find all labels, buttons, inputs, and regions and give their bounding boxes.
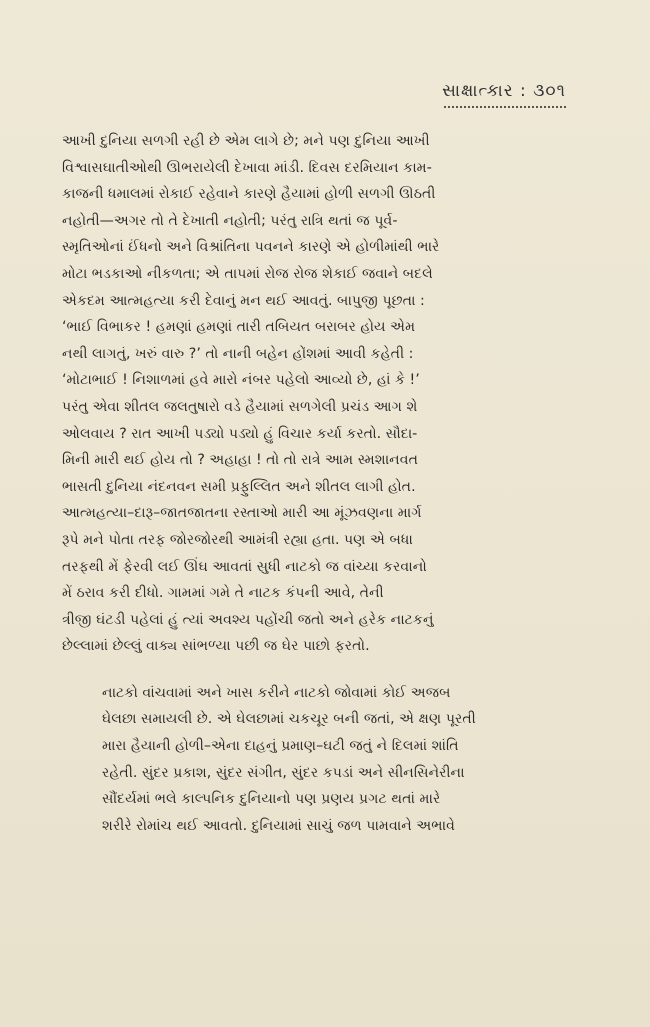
text-line: વિશ્વાસઘાતીઓથી ઊભરાયેલી દેખાવા માંડી. દિવસ દરમિયાન કામ- [62, 159, 432, 176]
running-header [366, 80, 566, 108]
text-line: એકદમ આત્મહત્યા કરી દેવાનું મન થઈ આવતું. બાપુજી પૂછતા : [62, 292, 425, 309]
text-line: મોટા ભડકાઓ નીકળતા; એ તાપમાં રોજ રોજ શેકાઈ જવાને બદલે [62, 265, 433, 282]
text-line: શરીરે રોમાંચ થઈ આવતો. દુનિયામાં સાચું જળ પામવાને અભાવે [102, 817, 455, 834]
text-line: છેલ્લામાં છેલ્લું વાક્ય સાંભળ્યા પછી જ ઘેર પાછો ફરતો. [62, 638, 370, 655]
text-line: રૂપે મને પોતા તરફ જોરજોરથી આમંત્રી રહ્યા હતા. પણ એ બધા [62, 531, 413, 548]
header-dotted-rule [444, 104, 566, 108]
text-line: આખી દુનિયા સળગી રહી છે એમ લાગે છે; મને પણ દુનિયા આખી [62, 133, 430, 149]
text-line: મારા હૈયાની હોળી–એના દાહનું પ્રમાણ–ઘટી જતું ને દિલમાં શાંતિ [102, 738, 459, 755]
page-body [62, 128, 582, 839]
text-line: મિની મારી થઈ હોય તો ? અહાહા ! તો તો રાત્રે આમ સ્મશાનવત [62, 452, 418, 469]
text-line: સ્મૃતિઓનાં ઈંધનો અને વિશ્રાંતિના પવનને કારણે એ હોળીમાંથી ભારે [62, 239, 440, 256]
paragraph-2 [62, 680, 582, 840]
text-line: નહોતી—અગર તો તે દેખાતી નહોતી; પરંતુ રાત્રિ થતાં જ પૂર્વ- [62, 212, 398, 229]
text-line: રહેતી. સુંદર પ્રકાશ, સુંદર સંગીત, સુંદર કપડાં અને સીનસિનેરીના [102, 764, 465, 781]
text-line: ‘ભાઈ વિભાકર ! હમણાં હમણાં તારી તબિયત બરાબર હોય એમ [62, 319, 416, 336]
text-line: નથી લાગતું, ખરું વારુ ?’ તો નાની બહેન હોંશમાં આવી કહેતી : [62, 345, 414, 362]
page-header-title: સાક્ષાત્કાર : ૩૦૧ [442, 81, 566, 101]
text-line: આત્મહત્યા–દારૂ–જાતજાતના રસ્તાઓ મારી આ મૂંઝવણના માર્ગ [62, 505, 422, 522]
text-line: પરંતુ એવા શીતલ જલતુષારો વડે હૈયામાં સળગેલી પ્રચંડ આગ શે [62, 398, 418, 415]
text-line: સૌંદર્યમાં ભલે કાલ્પનિક દુનિયાનો પણ પ્રણય પ્રગટ થતાં મારે [102, 791, 441, 808]
paragraph-1 [62, 128, 582, 660]
text-line: ઘેલછા સમાયલી છે. એ ઘેલછામાં ચકચૂર બની જતાં, એ ક્ષણ પૂરતી [102, 711, 476, 728]
text-line: ભાસતી દુનિયા નંદનવન સમી પ્રફુલ્લિત અને શીતલ લાગી હોત. [62, 478, 416, 495]
text-line: તરફથી મેં ફેરવી લઈ ઊંઘ આવતાં સુધી નાટકો જ વાંચ્યા કરવાનો [62, 558, 427, 575]
text-line: કાજની ધમાલમાં રોકાઈ રહેવાને કારણે હૈયામાં હોળી સળગી ઊઠતી [62, 186, 436, 203]
text-line: ત્રીજી ઘંટડી પહેલાં હું ત્યાં અવશ્ય પહોંચી જતો અને હરેક નાટકનું [62, 611, 434, 628]
text-line: ‘મોટાભાઈ ! નિશાળમાં હવે મારો નંબર પહેલો આવ્યો છે, હાં કે !’ [62, 372, 420, 389]
text-line: નાટકો વાંચવામાં અને ખાસ કરીને નાટકો જોવામાં કોઈ અજબ [102, 684, 451, 701]
text-line: મેં ઠરાવ કરી દીધો. ગામમાં ગમે તે નાટક કંપની આવે, તેની [62, 585, 384, 602]
text-line: ઓલવાય ? રાત આખી પડ્યો પડ્યો હું વિચાર કર્યા કરતો. સૌદા- [62, 425, 418, 442]
